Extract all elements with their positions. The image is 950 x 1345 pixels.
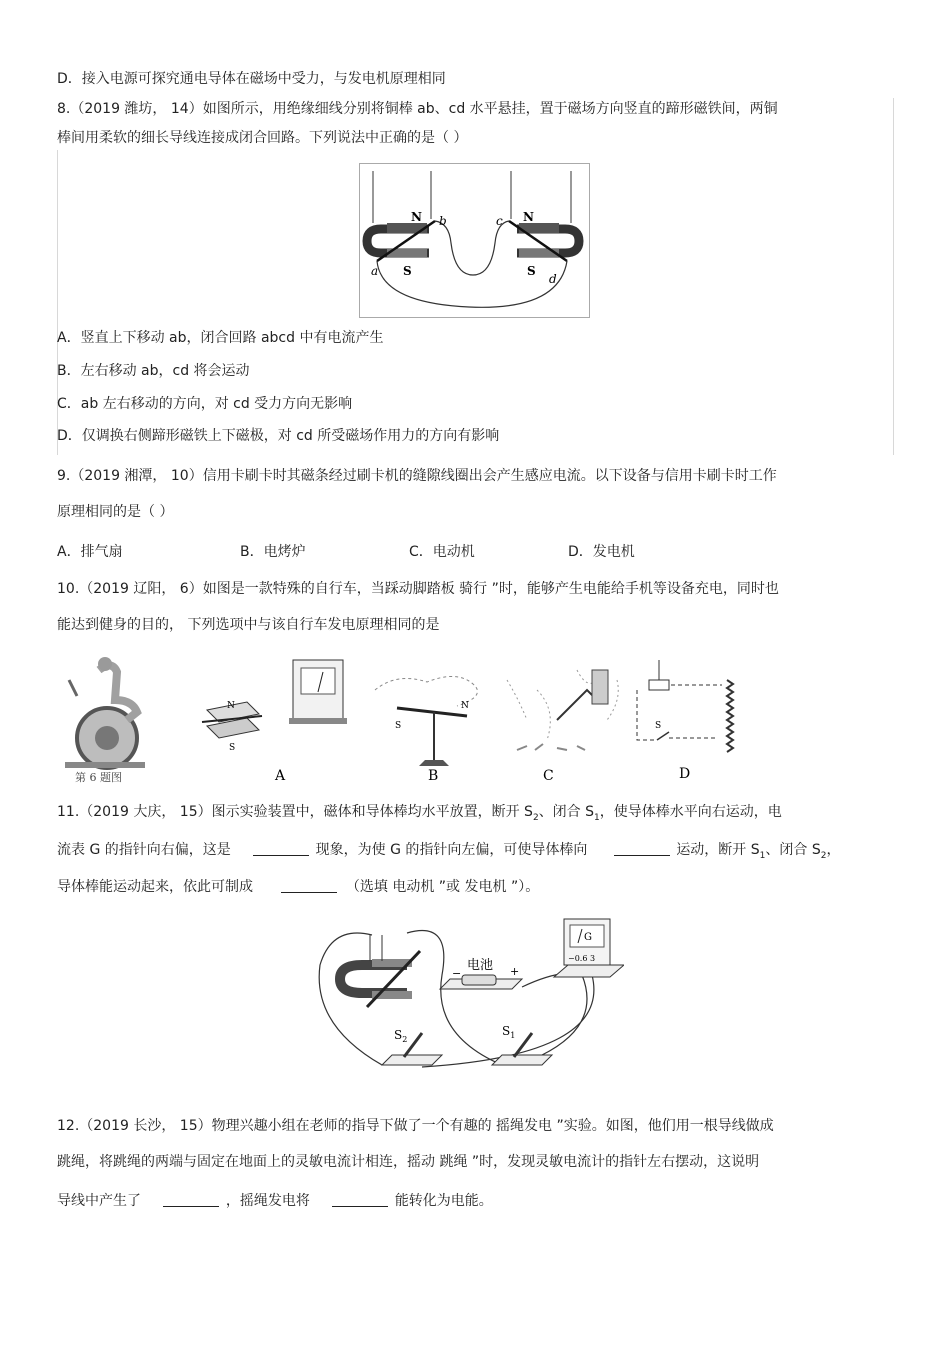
q8-stem-line1: 8.（2019 潍坊， 14）如图所示，用绝缘细线分别将铜棒 ab、cd 水平悬挂，置于磁场方向竖直的蹄形磁铁间，两铜 [57, 101, 778, 117]
q12-stem-line2: 跳绳，将跳绳的两端与固定在地面上的灵敏电流计相连，摇动 跳绳 ”时，发现灵敏电流计的指针左右摆动，这说明 [57, 1154, 760, 1170]
q11-line2-part2: 现象，为使 G 的指针向左偏，可使导体棒向 [315, 842, 588, 858]
q11-line3-part1: 导体棒能运动起来，依此可制成 [57, 879, 253, 895]
q11-figure [312, 915, 624, 1075]
q11-line2-sub-2: 2 [820, 850, 827, 861]
q9-option-c: C．电动机 [409, 544, 475, 560]
q9-option-d: D．发电机 [568, 544, 635, 560]
switch-s1[interactable] [492, 1024, 552, 1065]
q10-stem-line1: 10.（2019 辽阳， 6）如图是一款特殊的自行车，当踩动脚踏板 骑行 ”时，能够产生电能给手机等设备充电，同时也 [57, 581, 779, 597]
option-b-n: N [461, 701, 469, 711]
q9-option-b: B．电烤炉 [240, 544, 306, 560]
q8-figure [359, 163, 590, 318]
option-a-meter-image [289, 660, 347, 724]
q8-option-d: D．仅调换右侧蹄形磁铁上下磁极，对 cd 所受磁场作用力的方向有影响 [57, 428, 500, 444]
option-a-magnet-n: N [227, 701, 235, 711]
q11-stem-line1 [57, 802, 782, 828]
q11-line2-part1: 流表 G 的指针向右偏，这是 [57, 842, 231, 858]
option-d-switch-s: S [655, 721, 662, 731]
right-margin-rule [893, 98, 894, 455]
option-d-image [637, 660, 733, 782]
label-s-left: S [403, 264, 412, 278]
q12-line3-part1: 导线中产生了 [57, 1193, 141, 1209]
q11-line2-part4: 、闭合 S [765, 842, 821, 858]
q11-line2-part5: ， [826, 842, 841, 858]
q11-line1-sub-1: 1 [594, 812, 600, 823]
option-a-magnet-s: S [229, 743, 236, 753]
horseshoe-magnet [340, 935, 412, 999]
option-a-label: A [275, 768, 286, 784]
label-a: a [371, 264, 379, 278]
q9-stem-line1: 9.（2019 湘潭， 10）信用卡刷卡时其磁条经过刷卡机的缝隙线圈出会产生感应电流。以下设备与信用卡刷卡时工作 [57, 468, 777, 484]
q11-line1-part1: 11.（2019 大庆， 15）图示实验装置中，磁体和导体棒均水平放置，断开 S [57, 804, 533, 820]
label-n-right: N [523, 210, 534, 224]
q11-stem-line2 [57, 839, 840, 866]
q9-option-a: A．排气扇 [57, 544, 123, 560]
q12-stem-line3 [57, 1190, 493, 1211]
q11-blank-1[interactable] [253, 839, 309, 856]
label-d: d [549, 272, 557, 286]
q11-line3-part2: （选填 电动机 ”或 发电机 ”）。 [345, 879, 540, 895]
q12-stem-line1: 12.（2019 长沙， 15）物理兴趣小组在老师的指导下做了一个有趣的 摇绳发电 ”实验。如图，他们用一根导线做成 [57, 1118, 774, 1134]
option-a-image [202, 701, 286, 784]
option-c-image [507, 670, 618, 784]
q8-option-c: C．ab 左右移动的方向，对 cd 受力方向无影响 [57, 396, 353, 412]
option-b-s: S [395, 721, 402, 731]
q11-line1-part2: 、闭合 S [538, 804, 595, 820]
q11-line1-sub-2: 2 [532, 812, 539, 823]
option-b-image [375, 676, 477, 784]
option-c-label: C [543, 768, 554, 784]
galvanometer-scale: −0.6 3 [568, 954, 596, 963]
q11-stem-line3 [57, 876, 539, 897]
q11-line2-sub-1: 1 [759, 850, 766, 861]
label-b: b [439, 214, 447, 228]
q10-stem-line2: 能达到健身的目的， 下列选项中与该自行车发电原理相同的是 [57, 617, 440, 633]
q11-blank-2[interactable] [614, 839, 670, 856]
q11-blank-3[interactable] [281, 876, 337, 893]
battery [440, 957, 522, 989]
q9-stem-line2: 原理相同的是（ ） [57, 504, 174, 520]
option-d-label: D [679, 766, 691, 782]
q7-option-d: D．接入电源可探究通电导体在磁场中受力，与发电机原理相同 [57, 71, 446, 87]
q8-stem-line2: 棒间用柔软的细长导线连接成闭合回路。下列说法中正确的是（ ） [57, 130, 468, 146]
label-c: c [496, 214, 503, 228]
q10-figure [57, 650, 757, 785]
label-s-right: S [527, 264, 536, 278]
galvanometer-label: G [584, 932, 592, 943]
bike-caption: 第 6 题图 [75, 771, 122, 784]
switch-s2-label: $S_2$ [394, 1028, 408, 1044]
q12-line3-part2: ，摇绳发电将 [225, 1193, 310, 1209]
label-n-left: N [411, 210, 422, 224]
switch-s2[interactable] [382, 1028, 442, 1065]
switch-s1-label: $S_1$ [502, 1024, 516, 1040]
galvanometer [554, 919, 624, 977]
battery-minus: − [452, 967, 462, 980]
q8-option-b: B．左右移动 ab，cd 将会运动 [57, 363, 250, 379]
battery-plus: + [510, 965, 520, 978]
q11-line2-part3: 运动，断开 S [676, 842, 760, 858]
q8-option-a: A．竖直上下移动 ab，闭合回路 abcd 中有电流产生 [57, 330, 384, 346]
q12-blank-1[interactable] [163, 1190, 219, 1207]
option-b-label: B [428, 768, 439, 784]
q11-line1-part3: ，使导体棒水平向右运动，电 [599, 804, 782, 820]
q12-line3-part3: 能转化为电能。 [394, 1193, 493, 1209]
battery-label: 电池 [467, 958, 494, 973]
q12-blank-2[interactable] [332, 1190, 388, 1207]
exercise-bike-image [65, 657, 145, 784]
